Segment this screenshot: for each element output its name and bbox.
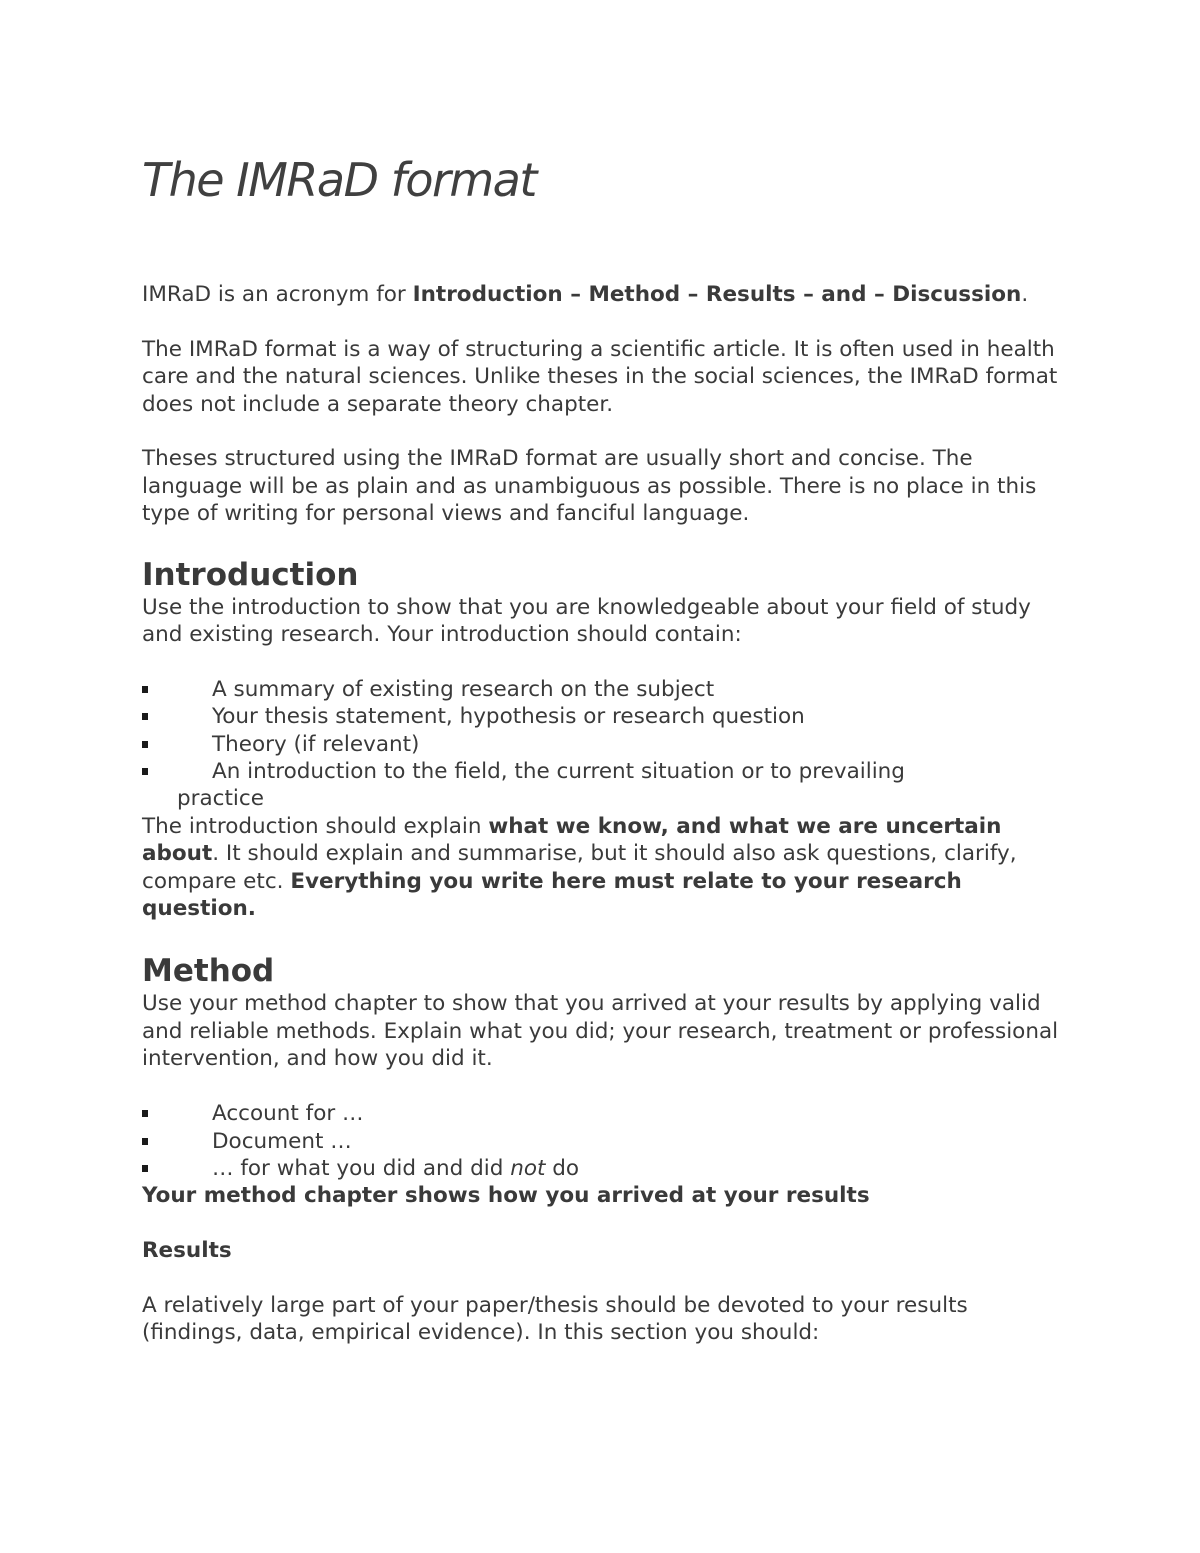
intro-paragraph-style: Theses structured using the IMRaD format are usually short and concise. The language will be as plain and as unambiguous as possible. There is no place in this type of writing for personal views and fanciful language.: [142, 446, 1037, 527]
method-bullet-list: [142, 1100, 1072, 1182]
list-item-text: Your thesis statement, hypothesis or research question: [212, 704, 805, 730]
document-body: [142, 281, 1072, 1347]
list-item-text-end: do: [545, 1155, 580, 1181]
list-item-text: … for what you did and did: [212, 1155, 511, 1181]
acronym-text: IMRaD is an acronym for: [142, 282, 413, 307]
results-lead: A relatively large part of your paper/thesis should be devoted to your results (findings, data, empirical evidence). In this section you should:: [142, 1292, 968, 1346]
list-item: [142, 1100, 1072, 1127]
intro-paragraph-acronym: [142, 281, 1072, 308]
list-item-text: Account for …: [212, 1101, 364, 1127]
square-bullet-icon: [142, 1110, 148, 1117]
acronym-period: .: [1021, 282, 1029, 307]
explain-bold-d: Everything you write here must relate to your research question.: [142, 868, 962, 922]
list-item: [142, 758, 1072, 813]
results-heading-text: Results: [142, 1238, 232, 1264]
square-bullet-icon: [142, 1138, 148, 1145]
method-summary-text: Your method chapter shows how you arrived at your results: [142, 1183, 870, 1209]
introduction-explain: [142, 813, 1072, 923]
method-summary: [142, 1182, 1072, 1209]
list-item-text: Document …: [212, 1128, 352, 1154]
intro-paragraph-structure: The IMRaD format is a way of structuring a scientific article. It is often used in health care and the natural sciences. Unlike theses in the social sciences, the IMRaD format does not include a separate theory chapter.: [142, 336, 1058, 417]
square-bullet-icon: [142, 713, 148, 720]
list-item: [142, 703, 1072, 730]
introduction-lead: Use the introduction to show that you are knowledgeable about your field of study and existing research. Your introduction should contain:: [142, 594, 1031, 648]
introduction-heading: Introduction: [142, 556, 359, 593]
list-item: [142, 676, 1072, 703]
square-bullet-icon: [142, 1165, 148, 1172]
explain-text-a: The introduction should explain: [142, 813, 489, 839]
introduction-bullet-list: [142, 676, 1072, 813]
square-bullet-icon: [142, 768, 148, 775]
results-heading: [142, 1237, 1072, 1264]
list-item: [142, 731, 1072, 758]
method-lead: Use your method chapter to show that you arrived at your results by applying valid and reliable methods. Explain what you did; your research, treatment or professional intervention, and how you did it.: [142, 991, 1059, 1072]
square-bullet-icon: [142, 686, 148, 693]
document-title: The IMRaD format: [142, 153, 536, 207]
list-item-emphasis: not: [510, 1155, 546, 1181]
list-item: [142, 1128, 1072, 1155]
acronym-expansion: Introduction – Method – Results – and – Discussion: [412, 282, 1022, 307]
list-item-text: Theory (if relevant): [212, 731, 420, 757]
list-item-text: An introduction to the field, the current situation or to prevailing: [212, 759, 905, 785]
square-bullet-icon: [142, 741, 148, 748]
list-item: [142, 1155, 1072, 1182]
explain-text-c: . It should explain and summarise, but it should also ask questions, clarify, compare etc.: [142, 841, 1017, 894]
method-heading: Method: [142, 953, 275, 990]
list-item-text: A summary of existing research on the subject: [212, 676, 715, 702]
list-item-continuation: practice: [177, 786, 264, 812]
explain-bold-b: what we know, and what we are uncertain about: [142, 813, 1002, 867]
